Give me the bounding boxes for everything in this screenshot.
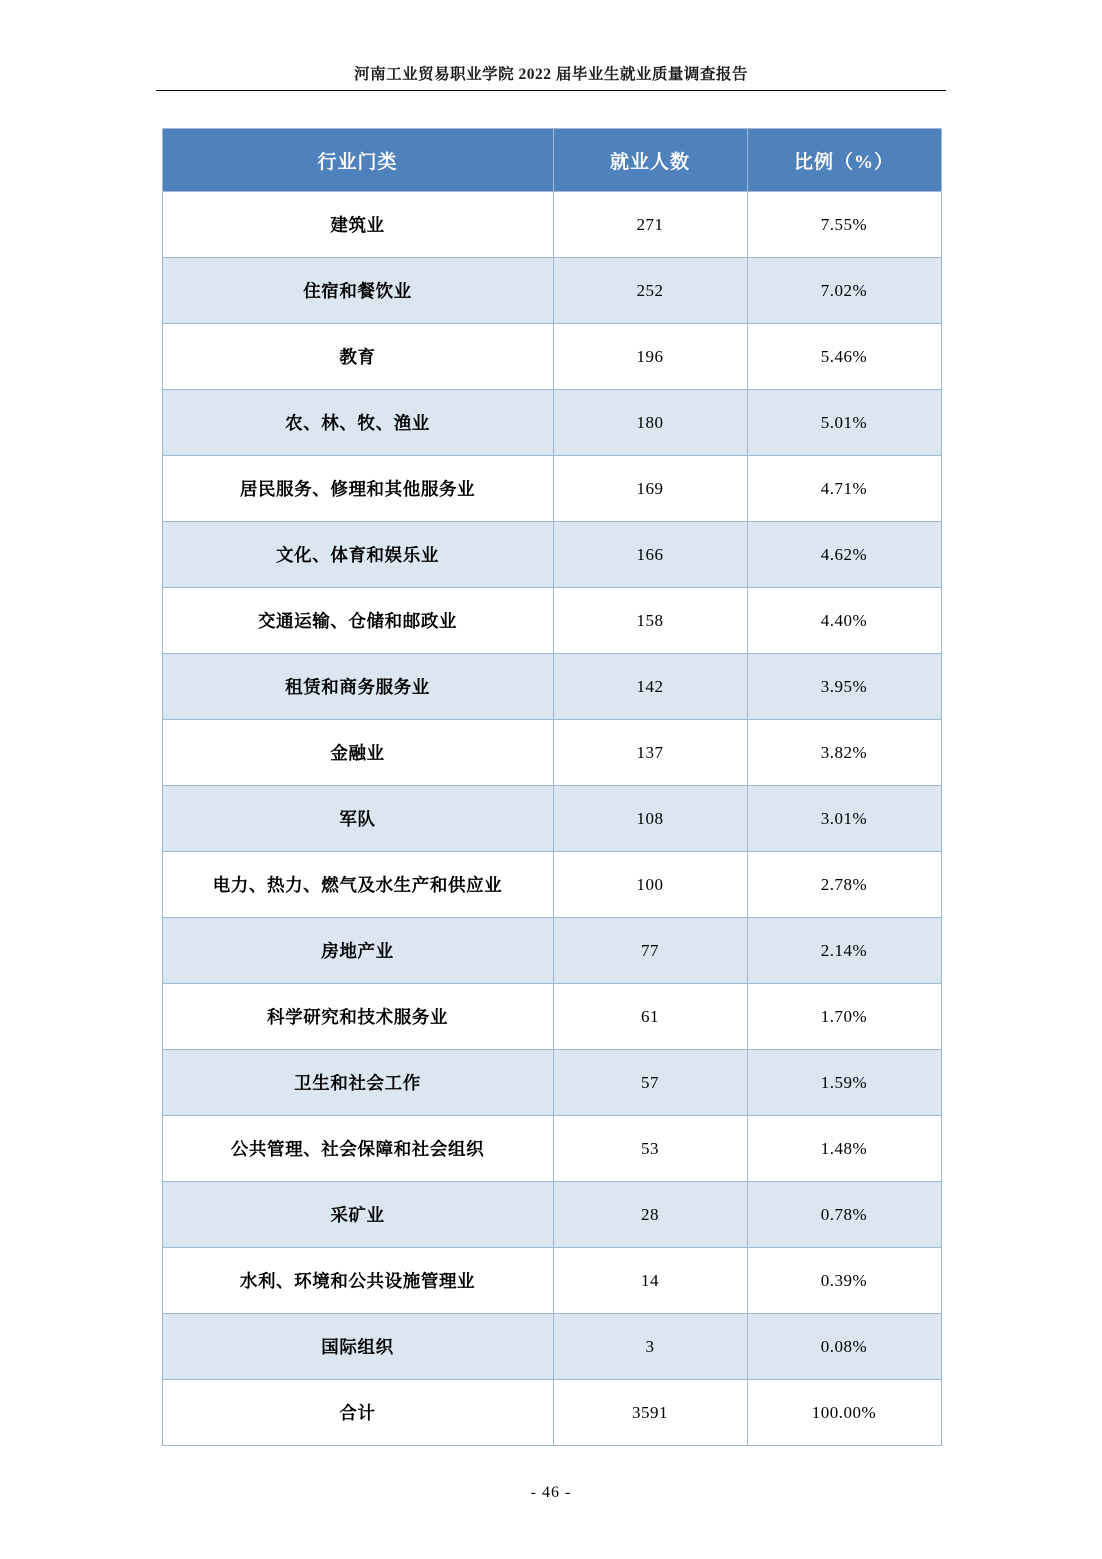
table-row — [162, 192, 941, 258]
cell-count: 57 — [553, 1050, 747, 1116]
column-header-percent: 比例（%） — [747, 129, 941, 192]
cell-industry: 住宿和餐饮业 — [162, 258, 553, 324]
cell-percent: 0.39% — [747, 1248, 941, 1314]
industry-employment-table — [162, 128, 942, 1446]
cell-count: 142 — [553, 654, 747, 720]
cell-percent: 4.40% — [747, 588, 941, 654]
column-header-count: 就业人数 — [553, 129, 747, 192]
cell-percent: 1.70% — [747, 984, 941, 1050]
cell-industry: 交通运输、仓储和邮政业 — [162, 588, 553, 654]
table-row — [162, 258, 941, 324]
cell-count: 180 — [553, 390, 747, 456]
cell-industry: 合计 — [162, 1380, 553, 1446]
table-row — [162, 1248, 941, 1314]
cell-industry: 租赁和商务服务业 — [162, 654, 553, 720]
cell-percent: 7.02% — [747, 258, 941, 324]
table-row — [162, 1050, 941, 1116]
cell-industry: 公共管理、社会保障和社会组织 — [162, 1116, 553, 1182]
table-row — [162, 1182, 941, 1248]
industry-table-container — [162, 128, 941, 1446]
cell-percent: 5.01% — [747, 390, 941, 456]
table-row — [162, 1314, 941, 1380]
cell-count: 3591 — [553, 1380, 747, 1446]
cell-percent: 2.78% — [747, 852, 941, 918]
cell-industry: 房地产业 — [162, 918, 553, 984]
cell-count: 108 — [553, 786, 747, 852]
table-row — [162, 918, 941, 984]
cell-industry: 科学研究和技术服务业 — [162, 984, 553, 1050]
cell-percent: 1.48% — [747, 1116, 941, 1182]
cell-percent: 4.71% — [747, 456, 941, 522]
cell-count: 196 — [553, 324, 747, 390]
cell-industry: 居民服务、修理和其他服务业 — [162, 456, 553, 522]
cell-count: 137 — [553, 720, 747, 786]
table-row — [162, 390, 941, 456]
cell-percent: 1.59% — [747, 1050, 941, 1116]
table-row — [162, 984, 941, 1050]
cell-percent: 0.78% — [747, 1182, 941, 1248]
cell-percent: 4.62% — [747, 522, 941, 588]
page-number: - 46 - — [530, 1484, 572, 1501]
cell-count: 100 — [553, 852, 747, 918]
cell-percent: 7.55% — [747, 192, 941, 258]
cell-count: 77 — [553, 918, 747, 984]
cell-count: 252 — [553, 258, 747, 324]
header-divider — [156, 90, 946, 91]
cell-industry: 教育 — [162, 324, 553, 390]
cell-count: 169 — [553, 456, 747, 522]
table-row — [162, 654, 941, 720]
cell-count: 53 — [553, 1116, 747, 1182]
cell-count: 158 — [553, 588, 747, 654]
table-row — [162, 1116, 941, 1182]
table-row — [162, 720, 941, 786]
page-header — [156, 0, 946, 90]
cell-industry: 建筑业 — [162, 192, 553, 258]
cell-industry: 金融业 — [162, 720, 553, 786]
cell-count: 28 — [553, 1182, 747, 1248]
cell-industry: 军队 — [162, 786, 553, 852]
cell-percent: 0.08% — [747, 1314, 941, 1380]
cell-percent: 3.95% — [747, 654, 941, 720]
cell-percent: 100.00% — [747, 1380, 941, 1446]
header-title: 河南工业贸易职业学院 2022 届毕业生就业质量调查报告 — [354, 66, 748, 83]
cell-industry: 电力、热力、燃气及水生产和供应业 — [162, 852, 553, 918]
column-header-industry: 行业门类 — [162, 129, 553, 192]
table-row — [162, 588, 941, 654]
table-row — [162, 852, 941, 918]
cell-percent: 5.46% — [747, 324, 941, 390]
cell-percent: 3.82% — [747, 720, 941, 786]
cell-industry: 文化、体育和娱乐业 — [162, 522, 553, 588]
table-total-row — [162, 1380, 941, 1446]
cell-count: 61 — [553, 984, 747, 1050]
table-row — [162, 324, 941, 390]
cell-count: 271 — [553, 192, 747, 258]
cell-count: 166 — [553, 522, 747, 588]
table-row — [162, 786, 941, 852]
cell-industry: 采矿业 — [162, 1182, 553, 1248]
table-header-row — [162, 129, 941, 192]
cell-industry: 水利、环境和公共设施管理业 — [162, 1248, 553, 1314]
cell-industry: 国际组织 — [162, 1314, 553, 1380]
cell-count: 14 — [553, 1248, 747, 1314]
table-body — [162, 192, 941, 1446]
cell-percent: 3.01% — [747, 786, 941, 852]
cell-percent: 2.14% — [747, 918, 941, 984]
table-row — [162, 456, 941, 522]
table-row — [162, 522, 941, 588]
cell-industry: 卫生和社会工作 — [162, 1050, 553, 1116]
cell-count: 3 — [553, 1314, 747, 1380]
cell-industry: 农、林、牧、渔业 — [162, 390, 553, 456]
